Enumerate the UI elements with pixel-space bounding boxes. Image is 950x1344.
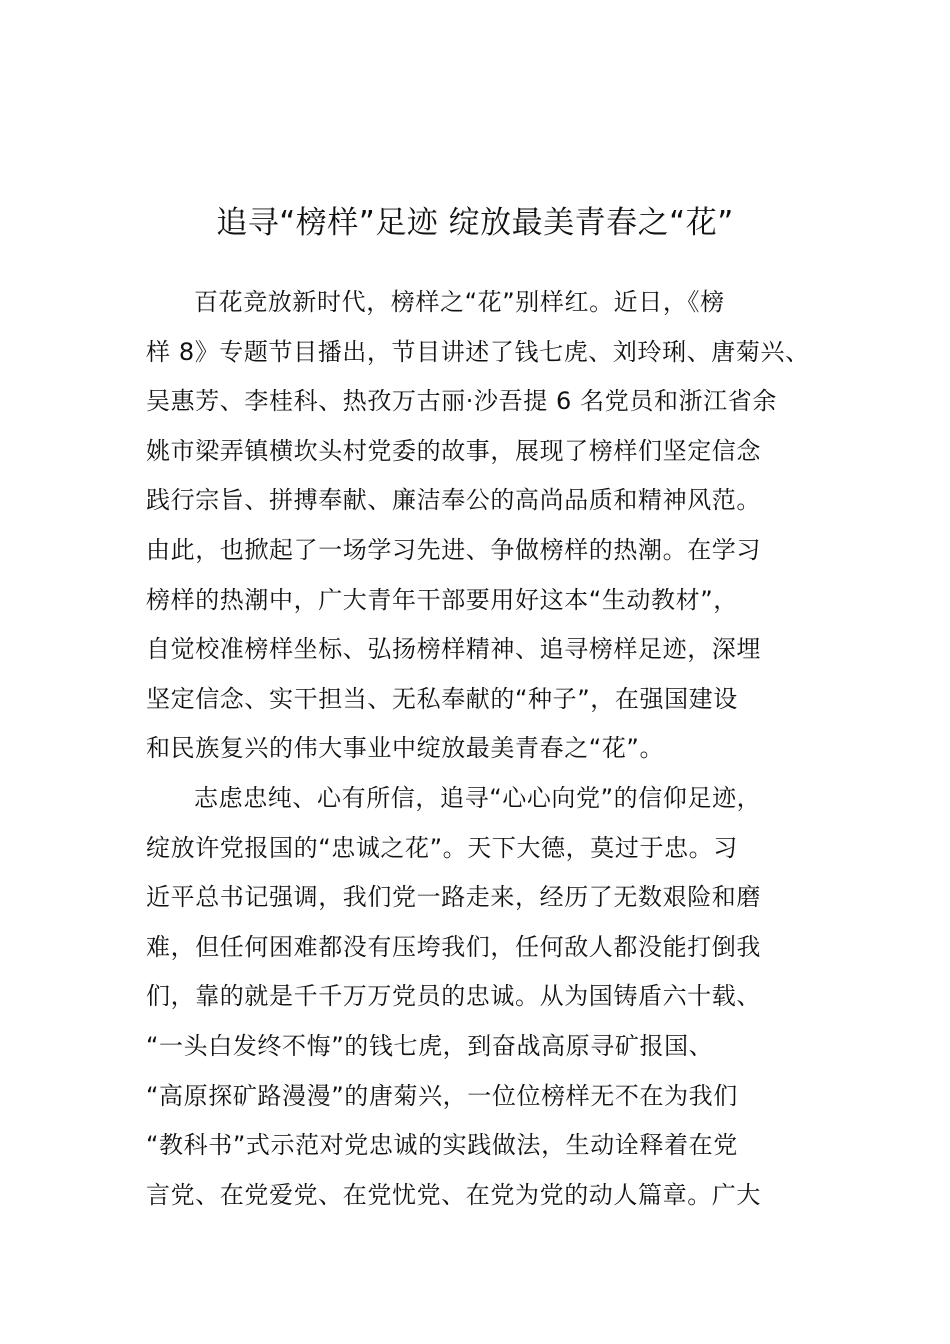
paragraph-1-line-7: 榜样的热潮中，广大青年干部要用好这本“生动教材”，: [146, 585, 738, 614]
paragraph-1-line-5: 践行宗旨、拼搏奉献、廉洁奉公的高尚品质和精神风范。: [146, 486, 761, 515]
paragraph-2-line-4: 难，但任何困难都没有压垮我们，任何敌人都没能打倒我: [146, 932, 761, 961]
paragraph-1-line-8: 自觉校准榜样坐标、弘扬榜样精神、追寻榜样足迹，深埋: [146, 635, 761, 664]
paragraph-1-line-9: 坚定信念、实干担当、无私奉献的“种子”，在强国建设: [146, 684, 738, 713]
paragraph-2-line-6: “一头白发终不悔”的钱七虎，到奋战高原寻矿报国、: [146, 1031, 714, 1060]
paragraph-1-line-10: 和民族复兴的伟大事业中绽放最美青春之“花”。: [146, 734, 665, 763]
paragraph-2-line-9: 言党、在党爱党、在党忧党、在党为党的动人篇章。广大: [146, 1180, 761, 1209]
paragraph-1-line-3: 吴惠芳、李桂科、热孜万古丽·沙吾提 6 名党员和浙江省余: [146, 387, 777, 416]
paragraph-2-line-1: 志虑忠纯、心有所信，追寻“心心向党”的信仰足迹，: [194, 783, 762, 812]
document-body: [146, 278, 818, 1220]
paragraph-1-line-2: 样 8》专题节目播出，节目讲述了钱七虎、刘玲琍、唐菊兴、: [146, 337, 810, 366]
paragraph-1-line-4: 姚市梁弄镇横坎头村党委的故事，展现了榜样们坚定信念: [146, 436, 761, 465]
paragraph-1-line-6: 由此，也掀起了一场学习先进、争做榜样的热潮。在学习: [146, 535, 761, 564]
paragraph-2-line-3: 近平总书记强调，我们党一路走来，经历了无数艰险和磨: [146, 883, 761, 912]
paragraph-2-line-8: “教科书”式示范对党忠诚的实践做法，生动诠释着在党: [146, 1131, 738, 1160]
paragraph-2-line-2: 绽放许党报国的“忠诚之花”。天下大德，莫过于忠。习: [146, 833, 738, 862]
paragraph-2-line-7: “高原探矿路漫漫”的唐菊兴，一位位榜样无不在为我们: [146, 1081, 738, 1110]
document-title: 追寻“榜样”足迹 绽放最美青春之“花”: [216, 204, 734, 241]
paragraph-1-line-1: 百花竞放新时代，榜样之“花”别样红。近日，《榜: [194, 288, 725, 316]
paragraph-2-line-5: 们，靠的就是千千万万党员的忠诚。从为国铸盾六十载、: [146, 982, 761, 1011]
